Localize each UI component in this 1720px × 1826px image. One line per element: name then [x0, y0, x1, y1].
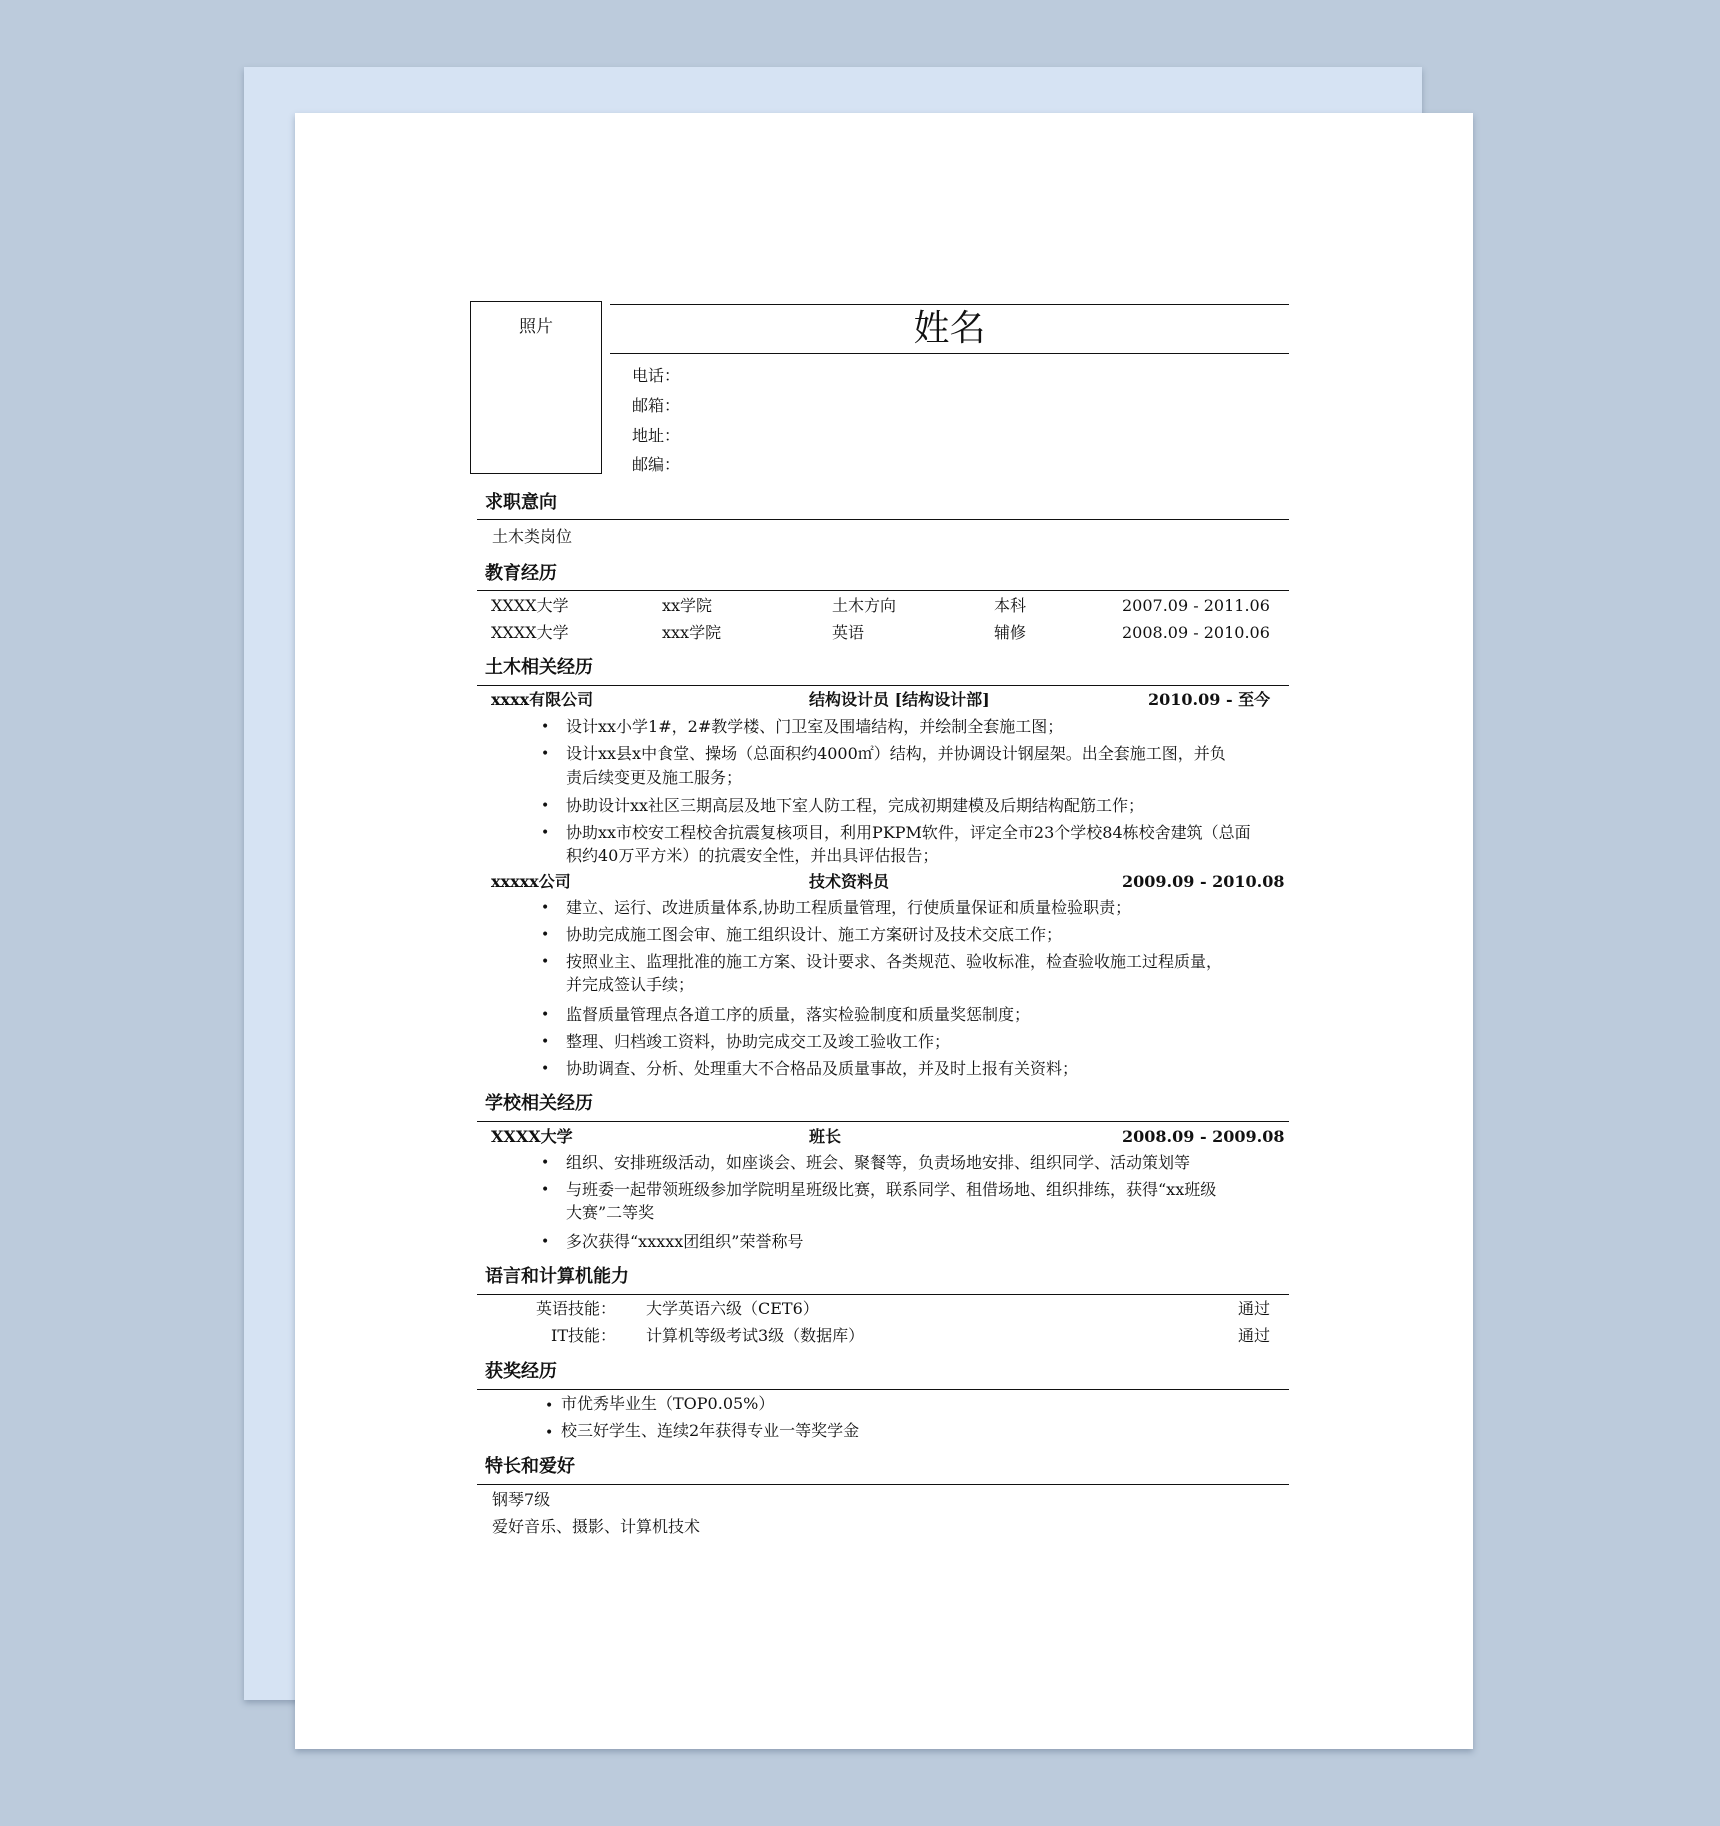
- edu-period: 2008.09 - 2010.06: [1122, 623, 1270, 642]
- section-rule: [477, 685, 1289, 686]
- award-item: 市优秀毕业生（TOP0.05%）: [561, 1394, 775, 1413]
- section-rule: [477, 519, 1289, 520]
- section-rule: [477, 590, 1289, 591]
- objective-text: 土木类岗位: [492, 527, 573, 546]
- phone-label: 电话：: [632, 366, 681, 385]
- bullet: •: [541, 1034, 550, 1050]
- bullet: •: [541, 746, 550, 762]
- section-rule: [477, 1389, 1289, 1390]
- school-item: 组织、安排班级活动，如座谈会、班会、聚餐等，负责场地安排、组织同学、活动策划等: [566, 1153, 1191, 1172]
- edu-school: XXXX大学: [491, 623, 569, 642]
- header-bottom-rule: [610, 353, 1289, 354]
- bullet: •: [541, 1007, 550, 1023]
- job-period: 2009.09 - 2010.08: [1122, 872, 1285, 891]
- school-item: 与班委一起带领班级参加学院明星班级比赛，联系同学、租借场地、组织排练，获得“xx班级: [566, 1180, 1217, 1199]
- school-item-cont: 大赛”二等奖: [566, 1203, 655, 1222]
- bullet: •: [541, 825, 550, 841]
- job-item: 设计xx县x中食堂、操场（总面积约4000㎡）结构，并协调设计钢屋架。出全套施工图，并负: [566, 744, 1226, 763]
- section-title-civil: 土木相关经历: [485, 657, 593, 678]
- section-title-school: 学校相关经历: [485, 1093, 593, 1114]
- job-item: 建立、运行、改进质量体系,协助工程质量管理，行使质量保证和质量检验职责；: [566, 898, 1132, 917]
- section-title-awards: 获奖经历: [485, 1361, 557, 1382]
- bullet: •: [541, 798, 550, 814]
- job-item-cont: 责后续变更及施工服务；: [566, 768, 743, 787]
- school-name: XXXX大学: [491, 1127, 573, 1146]
- job-item: 按照业主、监理批准的施工方案、设计要求、各类规范、验收标准，检查验收施工过程质量，: [566, 952, 1223, 971]
- edu-college: xx学院: [662, 596, 713, 615]
- job-item-cont: 积约40万平方米）的抗震安全性，并出具评估报告；: [566, 846, 939, 865]
- bullet: •: [541, 927, 550, 943]
- skill-label: 英语技能：: [535, 1299, 616, 1318]
- job-item: 设计xx小学1#，2#教学楼、门卫室及围墙结构，并绘制全套施工图；: [566, 717, 1064, 736]
- skill-label: IT技能：: [551, 1326, 616, 1345]
- job-company: xxxxx公司: [491, 872, 571, 891]
- section-title-skills: 语言和计算机能力: [485, 1266, 629, 1287]
- bullet: •: [545, 1425, 554, 1441]
- edu-major: 土木方向: [832, 596, 897, 615]
- award-item: 校三好学生、连续2年获得专业一等奖学金: [561, 1421, 860, 1440]
- postcode-label: 邮编：: [632, 455, 681, 474]
- section-rule: [477, 1484, 1289, 1485]
- job-item: 协助xx市校安工程校舍抗震复核项目，利用PKPM软件，评定全市23个学校84栋校舍建筑（总面: [566, 823, 1251, 842]
- section-rule: [477, 1121, 1289, 1122]
- bullet: •: [541, 719, 550, 735]
- bullet: •: [541, 1182, 550, 1198]
- name-title: 姓名: [913, 308, 986, 349]
- photo-placeholder: [470, 301, 602, 474]
- skill-status: 通过: [1238, 1299, 1271, 1318]
- hobby-item: 钢琴7级: [492, 1490, 551, 1509]
- job-item-cont: 并完成签认手续；: [566, 975, 695, 994]
- job-item: 协助调查、分析、处理重大不合格品及质量事故，并及时上报有关资料；: [566, 1059, 1079, 1078]
- edu-major: 英语: [832, 623, 865, 642]
- bullet: •: [541, 1155, 550, 1171]
- job-item: 整理、归档竣工资料，协助完成交工及竣工验收工作；: [566, 1032, 951, 1051]
- edu-degree: 辅修: [994, 623, 1027, 642]
- job-role: 技术资料员: [809, 872, 890, 891]
- bullet: •: [541, 954, 550, 970]
- email-label: 邮箱：: [632, 396, 681, 415]
- hobby-item: 爱好音乐、摄影、计算机技术: [492, 1517, 701, 1536]
- job-company: xxxx有限公司: [491, 690, 594, 709]
- address-label: 地址：: [632, 426, 681, 445]
- bullet: •: [541, 1061, 550, 1077]
- job-item: 协助设计xx社区三期高层及地下室人防工程，完成初期建模及后期结构配筋工作；: [566, 796, 1145, 815]
- job-role: 结构设计员 [结构设计部]: [809, 690, 990, 709]
- edu-degree: 本科: [994, 596, 1027, 615]
- skill-status: 通过: [1238, 1326, 1271, 1345]
- section-title-objective: 求职意向: [485, 492, 557, 513]
- bullet: •: [545, 1398, 554, 1414]
- job-period: 2010.09 - 至今: [1148, 690, 1271, 709]
- school-period: 2008.09 - 2009.08: [1122, 1127, 1285, 1146]
- edu-college: xxx学院: [662, 623, 722, 642]
- section-title-education: 教育经历: [485, 563, 557, 584]
- bullet: •: [541, 900, 550, 916]
- skill-desc: 计算机等级考试3级（数据库）: [646, 1326, 865, 1345]
- edu-period: 2007.09 - 2011.06: [1122, 596, 1270, 615]
- bullet: •: [541, 1234, 550, 1250]
- section-title-hobbies: 特长和爱好: [485, 1456, 575, 1477]
- photo-label: 照片: [519, 317, 553, 337]
- school-role: 班长: [809, 1127, 842, 1146]
- school-item: 多次获得“xxxxx团组织”荣誉称号: [566, 1232, 804, 1251]
- job-item: 监督质量管理点各道工序的质量，落实检验制度和质量奖惩制度；: [566, 1005, 1031, 1024]
- skill-desc: 大学英语六级（CET6）: [646, 1299, 819, 1318]
- edu-school: XXXX大学: [491, 596, 569, 615]
- job-item: 协助完成施工图会审、施工组织设计、施工方案研讨及技术交底工作；: [566, 925, 1063, 944]
- section-rule: [477, 1294, 1289, 1295]
